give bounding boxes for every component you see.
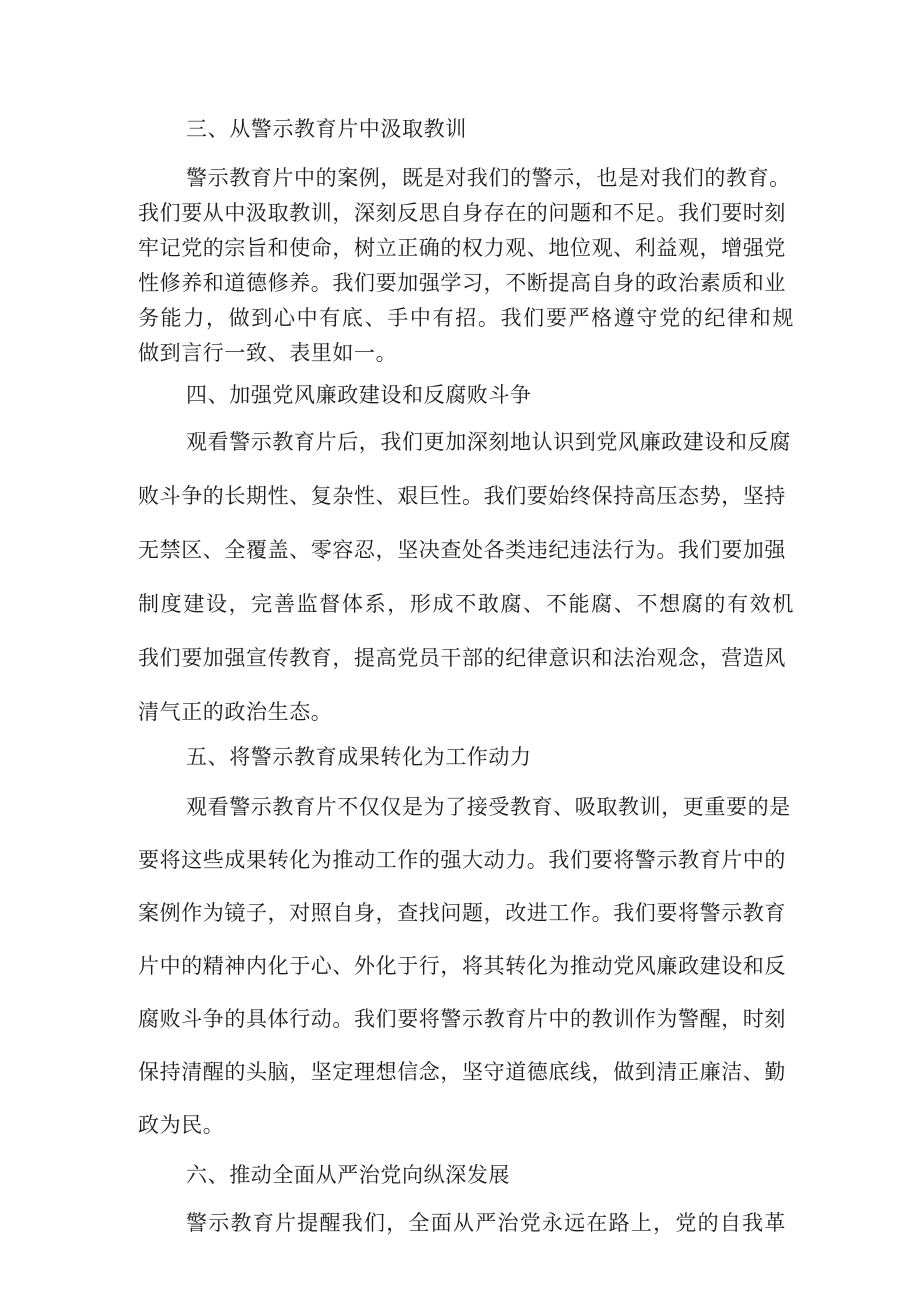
section-5-heading: 五、将警示教育成果转化为工作动力	[186, 745, 532, 769]
section-6-line-1: 警示教育片提醒我们，全面从严治党永远在路上，党的自我革	[186, 1211, 786, 1235]
section-5-line-2: 要将这些成果转化为推动工作的强大动力。我们要将警示教育片中的	[138, 848, 786, 872]
section-3-line-1: 警示教育片中的案例，既是对我们的警示，也是对我们的教育。	[186, 166, 791, 190]
section-3-line-6: 做到言行一致、表里如一。	[138, 341, 398, 365]
section-3-heading: 三、从警示教育片中汲取教训	[186, 117, 467, 141]
section-3-line-3: 牢记党的宗旨和使命，树立正确的权力观、地位观、利益观，增强党	[138, 236, 786, 260]
section-3-line-2: 我们要从中汲取教训，深刻反思自身存在的问题和不足。我们要时刻	[138, 201, 786, 225]
section-6-heading: 六、推动全面从严治党向纵深发展	[186, 1163, 510, 1187]
section-4-line-1: 观看警示教育片后，我们更加深刻地认识到党风廉政建设和反腐	[186, 430, 791, 454]
section-5-line-1: 观看警示教育片不仅仅是为了接受教育、吸取教训，更重要的是	[186, 795, 791, 819]
section-5-line-5: 腐败斗争的具体行动。我们要将警示教育片中的教训作为警醒，时刻	[138, 1007, 786, 1031]
section-4-line-4: 制度建设，完善监督体系，形成不敢腐、不能腐、不想腐的有效机	[138, 592, 794, 616]
section-4-line-6: 清气正的政治生态。	[138, 700, 333, 724]
section-5-line-4: 片中的精神内化于心、外化于行，将其转化为推动党风廉政建设和反	[138, 954, 786, 978]
section-4-heading: 四、加强党风廉政建设和反腐败斗争	[186, 383, 532, 407]
section-4-line-2: 败斗争的长期性、复杂性、艰巨性。我们要始终保持高压态势，坚持	[138, 484, 786, 508]
section-5-line-3: 案例作为镜子，对照自身，查找问题，改进工作。我们要将警示教育	[138, 901, 786, 925]
section-3-line-4: 性修养和道德修养。我们要加强学习，不断提高自身的政治素质和业	[138, 271, 786, 295]
section-5-line-7: 政为民。	[138, 1113, 225, 1137]
section-5-line-6: 保持清醒的头脑，坚定理想信念，坚守道德底线，做到清正廉洁、勤	[138, 1060, 786, 1084]
section-3-line-5: 务能力，做到心中有底、手中有招。我们要严格遵守党的纪律和规	[138, 306, 794, 330]
section-4-line-5: 我们要加强宣传教育，提高党员干部的纪律意识和法治观念，营造风	[138, 646, 786, 670]
section-4-line-3: 无禁区、全覆盖、零容忍，坚决查处各类违纪违法行为。我们要加强	[138, 538, 786, 562]
